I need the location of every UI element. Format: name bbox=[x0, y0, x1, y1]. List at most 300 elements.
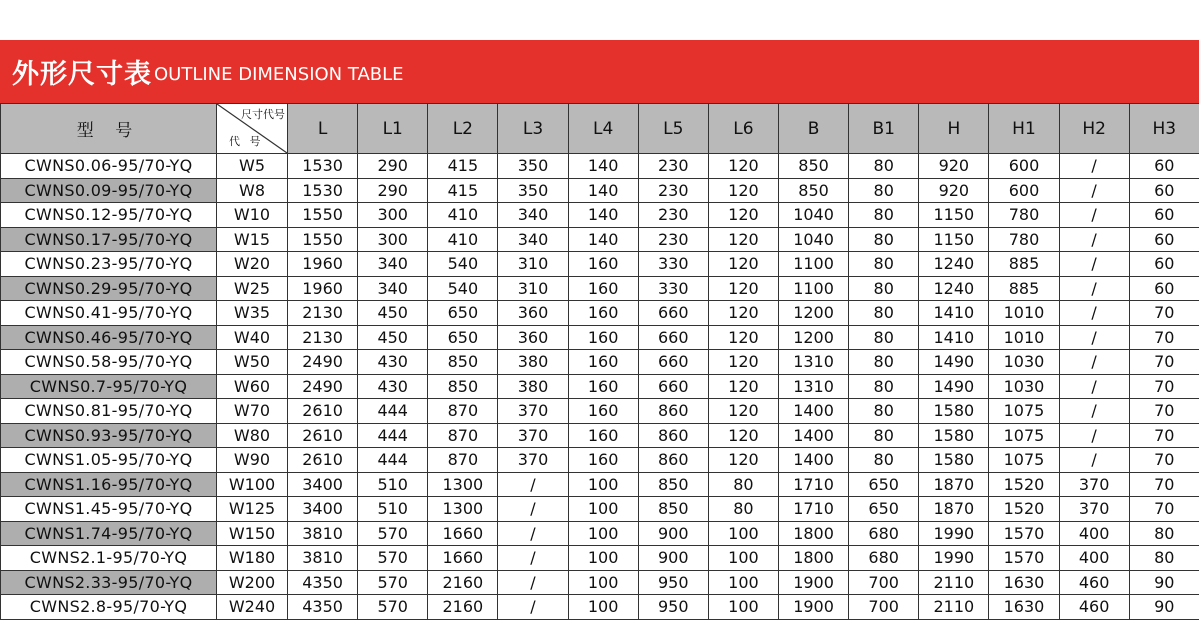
value-cell-b: 1200 bbox=[778, 325, 848, 350]
value-cell-h2: / bbox=[1059, 399, 1129, 424]
value-cell-h: 1580 bbox=[919, 423, 989, 448]
value-cell-h: 2110 bbox=[919, 595, 989, 620]
value-cell-h2: 460 bbox=[1059, 570, 1129, 595]
table-body bbox=[1, 154, 1199, 620]
value-cell-h3: 70 bbox=[1129, 350, 1199, 375]
code-cell: W40 bbox=[217, 325, 288, 350]
value-cell-h: 1870 bbox=[919, 472, 989, 497]
value-cell-l6: 120 bbox=[708, 350, 778, 375]
value-cell-l4: 100 bbox=[568, 521, 638, 546]
value-cell-h2: / bbox=[1059, 325, 1129, 350]
model-cell: CWNS0.06-95/70-YQ bbox=[1, 154, 217, 179]
value-cell-l2: 870 bbox=[428, 448, 498, 473]
value-cell-h: 1240 bbox=[919, 252, 989, 277]
value-cell-b: 850 bbox=[778, 154, 848, 179]
value-cell-h3: 90 bbox=[1129, 570, 1199, 595]
value-cell-b1: 700 bbox=[849, 570, 919, 595]
value-cell-h2: / bbox=[1059, 423, 1129, 448]
title-chinese: 外形尺寸表 bbox=[12, 59, 152, 90]
value-cell-h2: / bbox=[1059, 301, 1129, 326]
value-cell-h2: 400 bbox=[1059, 546, 1129, 571]
code-cell: W90 bbox=[217, 448, 288, 473]
value-cell-h: 1870 bbox=[919, 497, 989, 522]
code-cell: W50 bbox=[217, 350, 288, 375]
value-cell-l3: / bbox=[498, 497, 568, 522]
table-row bbox=[1, 521, 1199, 546]
value-cell-l2: 415 bbox=[428, 178, 498, 203]
model-cell: CWNS0.12-95/70-YQ bbox=[1, 203, 217, 228]
value-cell-l5: 860 bbox=[638, 423, 708, 448]
value-cell-l6: 100 bbox=[708, 570, 778, 595]
value-cell-l1: 290 bbox=[358, 178, 428, 203]
value-cell-l: 2490 bbox=[288, 374, 358, 399]
header-l4: L4 bbox=[568, 104, 638, 154]
value-cell-h1: 1030 bbox=[989, 350, 1059, 375]
value-cell-l1: 290 bbox=[358, 154, 428, 179]
value-cell-l6: 120 bbox=[708, 301, 778, 326]
value-cell-b1: 650 bbox=[849, 497, 919, 522]
value-cell-h3: 70 bbox=[1129, 325, 1199, 350]
code-cell: W25 bbox=[217, 276, 288, 301]
value-cell-b: 1040 bbox=[778, 203, 848, 228]
value-cell-l2: 850 bbox=[428, 374, 498, 399]
value-cell-l6: 120 bbox=[708, 276, 778, 301]
value-cell-b: 1710 bbox=[778, 497, 848, 522]
value-cell-l5: 860 bbox=[638, 448, 708, 473]
value-cell-h2: / bbox=[1059, 350, 1129, 375]
value-cell-l3: 380 bbox=[498, 374, 568, 399]
value-cell-h1: 1520 bbox=[989, 472, 1059, 497]
value-cell-l4: 140 bbox=[568, 203, 638, 228]
value-cell-l5: 230 bbox=[638, 178, 708, 203]
value-cell-b: 1400 bbox=[778, 448, 848, 473]
value-cell-b1: 80 bbox=[849, 374, 919, 399]
value-cell-l2: 1300 bbox=[428, 497, 498, 522]
value-cell-l4: 140 bbox=[568, 227, 638, 252]
value-cell-h1: 1630 bbox=[989, 595, 1059, 620]
value-cell-h: 1150 bbox=[919, 227, 989, 252]
value-cell-l6: 120 bbox=[708, 399, 778, 424]
value-cell-l1: 444 bbox=[358, 448, 428, 473]
value-cell-h3: 70 bbox=[1129, 374, 1199, 399]
value-cell-l3: 310 bbox=[498, 252, 568, 277]
value-cell-h1: 600 bbox=[989, 154, 1059, 179]
value-cell-l6: 120 bbox=[708, 154, 778, 179]
value-cell-h3: 90 bbox=[1129, 595, 1199, 620]
value-cell-l5: 850 bbox=[638, 497, 708, 522]
model-cell: CWNS2.1-95/70-YQ bbox=[1, 546, 217, 571]
value-cell-h: 1580 bbox=[919, 448, 989, 473]
model-cell: CWNS0.17-95/70-YQ bbox=[1, 227, 217, 252]
table-row bbox=[1, 472, 1199, 497]
header-l3: L3 bbox=[498, 104, 568, 154]
value-cell-l1: 570 bbox=[358, 570, 428, 595]
value-cell-l1: 570 bbox=[358, 521, 428, 546]
table-row bbox=[1, 252, 1199, 277]
value-cell-l2: 410 bbox=[428, 227, 498, 252]
value-cell-h2: / bbox=[1059, 203, 1129, 228]
value-cell-l2: 540 bbox=[428, 252, 498, 277]
value-cell-b: 1800 bbox=[778, 546, 848, 571]
code-cell: W150 bbox=[217, 521, 288, 546]
header-b: B bbox=[778, 104, 848, 154]
value-cell-h1: 1520 bbox=[989, 497, 1059, 522]
value-cell-h3: 80 bbox=[1129, 521, 1199, 546]
value-cell-l: 3400 bbox=[288, 497, 358, 522]
value-cell-h: 1240 bbox=[919, 276, 989, 301]
value-cell-l: 4350 bbox=[288, 570, 358, 595]
value-cell-l6: 100 bbox=[708, 546, 778, 571]
value-cell-l4: 100 bbox=[568, 497, 638, 522]
value-cell-l1: 340 bbox=[358, 252, 428, 277]
value-cell-h: 1990 bbox=[919, 546, 989, 571]
value-cell-l: 4350 bbox=[288, 595, 358, 620]
value-cell-l2: 410 bbox=[428, 203, 498, 228]
model-cell: CWNS0.58-95/70-YQ bbox=[1, 350, 217, 375]
value-cell-h: 1490 bbox=[919, 374, 989, 399]
value-cell-b: 1100 bbox=[778, 252, 848, 277]
header-row bbox=[1, 104, 1199, 154]
value-cell-l: 1960 bbox=[288, 276, 358, 301]
value-cell-l5: 950 bbox=[638, 570, 708, 595]
value-cell-l2: 650 bbox=[428, 301, 498, 326]
value-cell-h: 1580 bbox=[919, 399, 989, 424]
value-cell-l5: 850 bbox=[638, 472, 708, 497]
value-cell-l4: 140 bbox=[568, 154, 638, 179]
value-cell-b: 1800 bbox=[778, 521, 848, 546]
value-cell-l2: 850 bbox=[428, 350, 498, 375]
model-cell: CWNS0.09-95/70-YQ bbox=[1, 178, 217, 203]
value-cell-l2: 415 bbox=[428, 154, 498, 179]
header-l2: L2 bbox=[428, 104, 498, 154]
value-cell-l4: 160 bbox=[568, 301, 638, 326]
value-cell-l3: 380 bbox=[498, 350, 568, 375]
header-code: 代 号 bbox=[229, 135, 264, 148]
value-cell-h3: 80 bbox=[1129, 546, 1199, 571]
value-cell-l4: 140 bbox=[568, 178, 638, 203]
value-cell-l6: 120 bbox=[708, 178, 778, 203]
header-l1: L1 bbox=[358, 104, 428, 154]
model-cell: CWNS0.41-95/70-YQ bbox=[1, 301, 217, 326]
value-cell-b: 1900 bbox=[778, 570, 848, 595]
code-cell: W5 bbox=[217, 154, 288, 179]
value-cell-b1: 80 bbox=[849, 301, 919, 326]
value-cell-h2: / bbox=[1059, 178, 1129, 203]
model-cell: CWNS0.23-95/70-YQ bbox=[1, 252, 217, 277]
value-cell-h3: 60 bbox=[1129, 203, 1199, 228]
value-cell-h1: 600 bbox=[989, 178, 1059, 203]
value-cell-h2: / bbox=[1059, 227, 1129, 252]
model-cell: CWNS2.8-95/70-YQ bbox=[1, 595, 217, 620]
value-cell-l5: 660 bbox=[638, 374, 708, 399]
value-cell-h2: 400 bbox=[1059, 521, 1129, 546]
value-cell-h: 1410 bbox=[919, 301, 989, 326]
table-row bbox=[1, 546, 1199, 571]
value-cell-l1: 510 bbox=[358, 497, 428, 522]
value-cell-h3: 70 bbox=[1129, 399, 1199, 424]
value-cell-h3: 60 bbox=[1129, 276, 1199, 301]
value-cell-h3: 60 bbox=[1129, 154, 1199, 179]
value-cell-h2: 370 bbox=[1059, 497, 1129, 522]
value-cell-b: 1400 bbox=[778, 399, 848, 424]
value-cell-l: 1530 bbox=[288, 154, 358, 179]
value-cell-l4: 160 bbox=[568, 399, 638, 424]
value-cell-l4: 100 bbox=[568, 595, 638, 620]
code-cell: W200 bbox=[217, 570, 288, 595]
value-cell-h: 1490 bbox=[919, 350, 989, 375]
value-cell-b: 1710 bbox=[778, 472, 848, 497]
header-h: H bbox=[919, 104, 989, 154]
table-row bbox=[1, 570, 1199, 595]
title-bar bbox=[0, 40, 1199, 103]
model-cell: CWNS1.74-95/70-YQ bbox=[1, 521, 217, 546]
value-cell-h3: 60 bbox=[1129, 178, 1199, 203]
value-cell-l6: 120 bbox=[708, 203, 778, 228]
value-cell-l5: 950 bbox=[638, 595, 708, 620]
value-cell-l2: 540 bbox=[428, 276, 498, 301]
value-cell-l2: 870 bbox=[428, 423, 498, 448]
value-cell-b1: 680 bbox=[849, 546, 919, 571]
value-cell-b1: 680 bbox=[849, 521, 919, 546]
table-row bbox=[1, 325, 1199, 350]
value-cell-l3: 340 bbox=[498, 227, 568, 252]
value-cell-l4: 100 bbox=[568, 472, 638, 497]
value-cell-h3: 70 bbox=[1129, 472, 1199, 497]
value-cell-h1: 1010 bbox=[989, 301, 1059, 326]
table-row bbox=[1, 178, 1199, 203]
value-cell-l: 1550 bbox=[288, 227, 358, 252]
table-row bbox=[1, 399, 1199, 424]
value-cell-h2: / bbox=[1059, 154, 1129, 179]
value-cell-l6: 100 bbox=[708, 595, 778, 620]
value-cell-l3: 310 bbox=[498, 276, 568, 301]
outline-dimension-table bbox=[0, 103, 1199, 620]
value-cell-l6: 120 bbox=[708, 374, 778, 399]
value-cell-h1: 780 bbox=[989, 227, 1059, 252]
value-cell-h: 920 bbox=[919, 154, 989, 179]
model-cell: CWNS0.29-95/70-YQ bbox=[1, 276, 217, 301]
value-cell-h2: 370 bbox=[1059, 472, 1129, 497]
value-cell-l4: 160 bbox=[568, 448, 638, 473]
value-cell-h2: 460 bbox=[1059, 595, 1129, 620]
value-cell-l: 2130 bbox=[288, 325, 358, 350]
value-cell-h3: 60 bbox=[1129, 252, 1199, 277]
value-cell-l5: 660 bbox=[638, 301, 708, 326]
value-cell-b: 1400 bbox=[778, 423, 848, 448]
value-cell-l2: 1300 bbox=[428, 472, 498, 497]
value-cell-h1: 885 bbox=[989, 252, 1059, 277]
value-cell-l5: 900 bbox=[638, 521, 708, 546]
value-cell-l6: 120 bbox=[708, 423, 778, 448]
value-cell-l4: 160 bbox=[568, 350, 638, 375]
code-cell: W240 bbox=[217, 595, 288, 620]
model-cell: CWNS1.16-95/70-YQ bbox=[1, 472, 217, 497]
value-cell-l: 1530 bbox=[288, 178, 358, 203]
value-cell-h3: 60 bbox=[1129, 227, 1199, 252]
value-cell-l5: 230 bbox=[638, 227, 708, 252]
value-cell-l: 2490 bbox=[288, 350, 358, 375]
value-cell-l3: 360 bbox=[498, 301, 568, 326]
value-cell-b1: 80 bbox=[849, 178, 919, 203]
value-cell-l5: 230 bbox=[638, 203, 708, 228]
value-cell-l2: 650 bbox=[428, 325, 498, 350]
value-cell-h2: / bbox=[1059, 276, 1129, 301]
value-cell-l5: 330 bbox=[638, 276, 708, 301]
value-cell-l2: 1660 bbox=[428, 521, 498, 546]
value-cell-l5: 230 bbox=[638, 154, 708, 179]
value-cell-h1: 1075 bbox=[989, 423, 1059, 448]
table-row bbox=[1, 203, 1199, 228]
value-cell-h2: / bbox=[1059, 448, 1129, 473]
code-cell: W180 bbox=[217, 546, 288, 571]
code-cell: W15 bbox=[217, 227, 288, 252]
model-cell: CWNS1.05-95/70-YQ bbox=[1, 448, 217, 473]
code-cell: W60 bbox=[217, 374, 288, 399]
table-row bbox=[1, 350, 1199, 375]
value-cell-l: 3400 bbox=[288, 472, 358, 497]
value-cell-l2: 870 bbox=[428, 399, 498, 424]
value-cell-l3: / bbox=[498, 570, 568, 595]
model-cell: CWNS1.45-95/70-YQ bbox=[1, 497, 217, 522]
value-cell-b1: 80 bbox=[849, 399, 919, 424]
value-cell-l6: 80 bbox=[708, 472, 778, 497]
table-row bbox=[1, 227, 1199, 252]
value-cell-l1: 510 bbox=[358, 472, 428, 497]
value-cell-l3: 370 bbox=[498, 399, 568, 424]
value-cell-b: 1100 bbox=[778, 276, 848, 301]
top-margin bbox=[0, 0, 1199, 40]
value-cell-h3: 70 bbox=[1129, 497, 1199, 522]
value-cell-l2: 1660 bbox=[428, 546, 498, 571]
value-cell-l4: 160 bbox=[568, 325, 638, 350]
value-cell-b: 1040 bbox=[778, 227, 848, 252]
value-cell-l5: 660 bbox=[638, 325, 708, 350]
value-cell-l4: 160 bbox=[568, 252, 638, 277]
table-row bbox=[1, 154, 1199, 179]
value-cell-b1: 80 bbox=[849, 252, 919, 277]
header-h3: H3 bbox=[1129, 104, 1199, 154]
value-cell-b: 850 bbox=[778, 178, 848, 203]
value-cell-l6: 120 bbox=[708, 325, 778, 350]
value-cell-h1: 1570 bbox=[989, 546, 1059, 571]
value-cell-b1: 80 bbox=[849, 423, 919, 448]
value-cell-l1: 430 bbox=[358, 350, 428, 375]
header-diagonal-cell bbox=[217, 104, 288, 154]
code-cell: W70 bbox=[217, 399, 288, 424]
value-cell-l: 3810 bbox=[288, 546, 358, 571]
value-cell-l1: 300 bbox=[358, 203, 428, 228]
value-cell-h2: / bbox=[1059, 374, 1129, 399]
value-cell-h1: 1570 bbox=[989, 521, 1059, 546]
value-cell-l3: / bbox=[498, 521, 568, 546]
header-l: L bbox=[288, 104, 358, 154]
value-cell-h3: 70 bbox=[1129, 448, 1199, 473]
value-cell-h1: 780 bbox=[989, 203, 1059, 228]
value-cell-h1: 885 bbox=[989, 276, 1059, 301]
value-cell-h: 2110 bbox=[919, 570, 989, 595]
value-cell-l1: 570 bbox=[358, 595, 428, 620]
value-cell-l3: 350 bbox=[498, 154, 568, 179]
model-cell: CWNS0.7-95/70-YQ bbox=[1, 374, 217, 399]
title-english: OUTLINE DIMENSION TABLE bbox=[154, 64, 404, 85]
code-cell: W8 bbox=[217, 178, 288, 203]
value-cell-b1: 80 bbox=[849, 227, 919, 252]
value-cell-h: 1150 bbox=[919, 203, 989, 228]
value-cell-l1: 340 bbox=[358, 276, 428, 301]
value-cell-l3: 350 bbox=[498, 178, 568, 203]
value-cell-h: 920 bbox=[919, 178, 989, 203]
value-cell-l1: 450 bbox=[358, 325, 428, 350]
value-cell-l3: 360 bbox=[498, 325, 568, 350]
value-cell-l3: / bbox=[498, 595, 568, 620]
value-cell-l6: 80 bbox=[708, 497, 778, 522]
value-cell-l2: 2160 bbox=[428, 570, 498, 595]
value-cell-h1: 1010 bbox=[989, 325, 1059, 350]
value-cell-l3: 340 bbox=[498, 203, 568, 228]
header-h2: H2 bbox=[1059, 104, 1129, 154]
code-cell: W125 bbox=[217, 497, 288, 522]
value-cell-h2: / bbox=[1059, 252, 1129, 277]
value-cell-l1: 300 bbox=[358, 227, 428, 252]
value-cell-l6: 120 bbox=[708, 448, 778, 473]
value-cell-b1: 80 bbox=[849, 350, 919, 375]
value-cell-l4: 100 bbox=[568, 570, 638, 595]
header-l6: L6 bbox=[708, 104, 778, 154]
value-cell-h3: 70 bbox=[1129, 423, 1199, 448]
value-cell-h1: 1030 bbox=[989, 374, 1059, 399]
value-cell-l5: 900 bbox=[638, 546, 708, 571]
value-cell-l4: 100 bbox=[568, 546, 638, 571]
value-cell-l4: 160 bbox=[568, 276, 638, 301]
value-cell-b1: 80 bbox=[849, 154, 919, 179]
code-cell: W20 bbox=[217, 252, 288, 277]
value-cell-b1: 80 bbox=[849, 276, 919, 301]
value-cell-l1: 444 bbox=[358, 423, 428, 448]
value-cell-l: 2610 bbox=[288, 448, 358, 473]
value-cell-b: 1200 bbox=[778, 301, 848, 326]
value-cell-l: 1550 bbox=[288, 203, 358, 228]
value-cell-b1: 650 bbox=[849, 472, 919, 497]
value-cell-l5: 660 bbox=[638, 350, 708, 375]
header-dimension-code: 尺寸代号 bbox=[241, 108, 285, 121]
value-cell-l: 2130 bbox=[288, 301, 358, 326]
value-cell-b1: 80 bbox=[849, 325, 919, 350]
table-row bbox=[1, 497, 1199, 522]
value-cell-h: 1410 bbox=[919, 325, 989, 350]
value-cell-b: 1310 bbox=[778, 350, 848, 375]
value-cell-l6: 100 bbox=[708, 521, 778, 546]
value-cell-l4: 160 bbox=[568, 423, 638, 448]
value-cell-l1: 444 bbox=[358, 399, 428, 424]
value-cell-l: 2610 bbox=[288, 399, 358, 424]
model-cell: CWNS2.33-95/70-YQ bbox=[1, 570, 217, 595]
value-cell-l3: / bbox=[498, 472, 568, 497]
code-cell: W80 bbox=[217, 423, 288, 448]
header-b1: B1 bbox=[849, 104, 919, 154]
table-row bbox=[1, 448, 1199, 473]
table-row bbox=[1, 423, 1199, 448]
value-cell-l: 2610 bbox=[288, 423, 358, 448]
value-cell-l1: 450 bbox=[358, 301, 428, 326]
header-h1: H1 bbox=[989, 104, 1059, 154]
header-l5: L5 bbox=[638, 104, 708, 154]
table-row bbox=[1, 301, 1199, 326]
code-cell: W100 bbox=[217, 472, 288, 497]
code-cell: W35 bbox=[217, 301, 288, 326]
value-cell-l5: 330 bbox=[638, 252, 708, 277]
value-cell-l: 1960 bbox=[288, 252, 358, 277]
value-cell-l2: 2160 bbox=[428, 595, 498, 620]
